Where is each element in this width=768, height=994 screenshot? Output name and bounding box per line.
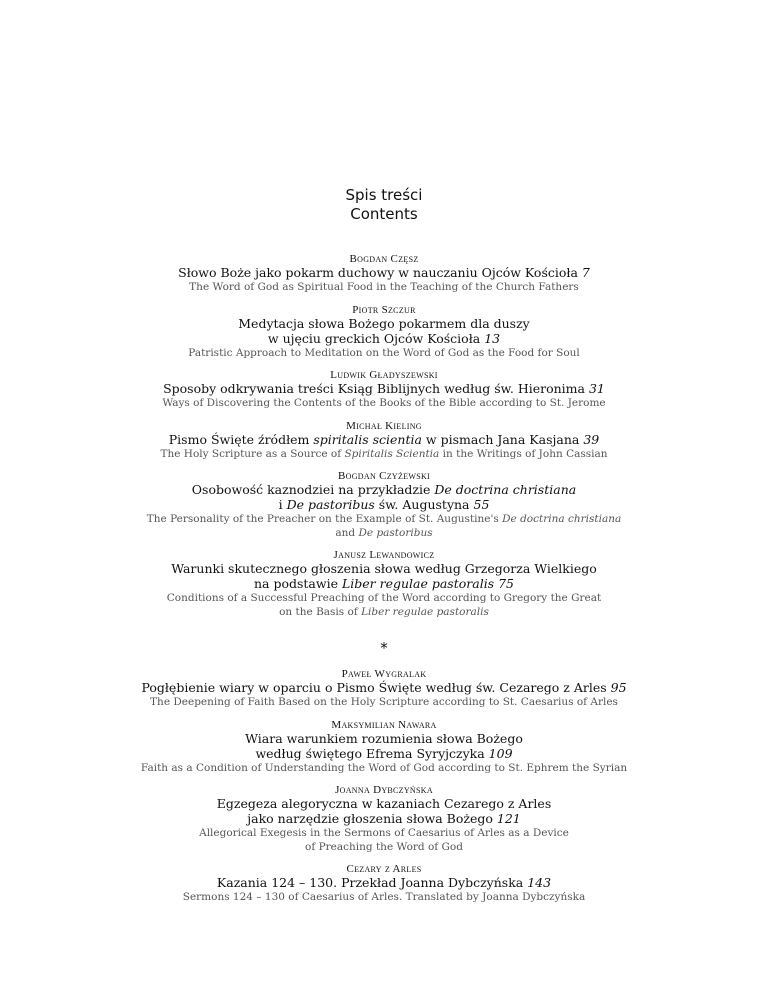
contents-heading	[0, 186, 768, 224]
line-text: według świętego Efrema Syryjczyka	[255, 745, 485, 761]
line-text: The Deepening of Faith Based on the Holy Scripture according to St. Caesarius of Arles	[150, 696, 618, 708]
line-text: jako narzędzie głoszenia słowa Bożego	[247, 811, 493, 826]
table-of-contents	[0, 253, 768, 914]
entry-english-title-line	[0, 891, 768, 904]
entry-english-title-line	[0, 281, 768, 294]
entry-english-title-line	[0, 347, 768, 360]
toc-entry	[0, 719, 768, 775]
entry-english-title-line	[0, 827, 768, 840]
entry-author: Piotr Szczur	[352, 303, 416, 316]
line-text: Allegorical Exegesis in the Sermons of Caesarius of Arles as a Device	[199, 827, 569, 839]
entry-english-title-line	[0, 397, 768, 410]
entry-title-line	[0, 265, 768, 280]
toc-entry	[0, 863, 768, 904]
line-text: Kazania 124 – 130. Przekład Joanna Dybczyńska	[216, 875, 524, 890]
entry-english-title-line	[0, 606, 768, 619]
page-number: 109	[488, 745, 513, 761]
line-text: w pismach Jana Kasjana	[421, 431, 580, 447]
entry-title-line	[0, 796, 768, 811]
line-text: Wiara warunkiem rozumienia słowa Bożego	[245, 730, 523, 746]
page-number: 55	[473, 497, 490, 512]
entry-title-line	[0, 731, 768, 746]
line-text: The Holy Scripture as a Source of	[160, 447, 345, 460]
entry-english-title-line	[0, 592, 768, 605]
entry-author: Ludwik Gładyszewski	[330, 369, 438, 381]
page-number: 13	[484, 330, 501, 346]
line-text: Warunki skutecznego głoszenia słowa według Grzegorza Wielkiego	[171, 561, 597, 576]
entry-author: Joanna Dybczyńska	[335, 784, 433, 796]
entry-title-line	[0, 875, 768, 890]
entry-english-title-line	[0, 527, 768, 540]
line-text: on the Basis of	[279, 605, 362, 618]
line-text: św. Augustyna	[374, 497, 470, 512]
page-number: 7	[581, 265, 590, 280]
entry-english-title-line	[0, 762, 768, 775]
italic-latin-title: De pastoribus	[286, 497, 375, 512]
entry-author: Cezary z Arles	[346, 863, 422, 875]
line-text: Ways of Discovering the Contents of the Books of the Bible according to St. Jerome	[162, 397, 606, 409]
heading-english: Contents	[350, 205, 418, 223]
italic-latin-title: Liber regulae pastoralis	[361, 605, 489, 618]
toc-entry	[0, 253, 768, 294]
toc-entry	[0, 369, 768, 410]
entry-english-title-line	[0, 841, 768, 854]
page-number: 75	[498, 576, 514, 591]
heading-polish: Spis treści	[345, 186, 423, 204]
entry-author: Michał Kieling	[346, 419, 422, 432]
entry-author: Bogdan Częsz	[349, 253, 419, 265]
toc-entry	[0, 784, 768, 853]
toc-entry	[0, 304, 768, 360]
entry-english-title-line	[0, 448, 768, 461]
line-text: Medytacja słowa Bożego pokarmem dla duszy	[238, 315, 530, 331]
line-text: The Personality of the Preacher on the Example of St. Augustine's	[146, 513, 503, 525]
entry-author: Bogdan Czyżewski	[338, 470, 430, 482]
page-number: 39	[583, 431, 600, 447]
line-text: Conditions of a Successful Preaching of the Word according to Gregory the Great	[166, 592, 602, 604]
toc-entry	[0, 420, 768, 461]
entry-title-line	[0, 316, 768, 331]
entry-title-line	[0, 432, 768, 447]
line-text: Patristic Approach to Meditation on the Word of God as the Food for Soul	[188, 346, 580, 359]
entry-title-line	[0, 680, 768, 695]
page-number: 121	[496, 811, 521, 826]
line-text: Pogłębienie wiary w oparciu o Pismo Święte według św. Cezarego z Arles	[141, 680, 607, 695]
entry-title-line	[0, 381, 768, 396]
entry-title-line	[0, 811, 768, 826]
line-text: na podstawie	[253, 576, 342, 591]
entry-author: Janusz Lewandowicz	[333, 549, 435, 561]
line-text: w ujęciu greckich Ojców Kościoła	[267, 330, 481, 346]
line-text: and	[335, 526, 359, 539]
line-text: in the Writings of John Cassian	[439, 447, 608, 460]
page-number: 31	[588, 381, 605, 396]
toc-entry	[0, 668, 768, 709]
line-text: i	[278, 497, 287, 512]
line-text: Sposoby odkrywania treści Ksiąg Biblijnych według św. Hieronima	[163, 381, 585, 396]
entry-title-line	[0, 561, 768, 576]
toc-entry	[0, 470, 768, 539]
italic-latin-title: Spiritalis Scientia	[344, 447, 440, 460]
italic-latin-title: Liber regulae pastoralis	[341, 576, 495, 591]
line-text: of Preaching the Word of God	[305, 840, 463, 853]
italic-latin-title: De doctrina christiana	[502, 513, 622, 525]
toc-entry	[0, 549, 768, 618]
line-text: Słowo Boże jako pokarm duchowy w nauczaniu Ojców Kościoła	[178, 265, 578, 280]
italic-latin-title: De pastoribus	[358, 526, 433, 539]
line-text: Faith as a Condition of Understanding the Word of God according to St. Ephrem the Syrian	[140, 761, 628, 774]
entry-author: Paweł Wygralak	[341, 668, 427, 680]
entry-title-line	[0, 331, 768, 346]
page-number: 95	[610, 680, 627, 695]
line-text: Sermons 124 – 130 of Caesarius of Arles. Translated by Joanna Dybczyńska	[182, 891, 586, 903]
line-text: Osobowość kaznodziei na przykładzie	[191, 482, 435, 497]
entry-title-line	[0, 576, 768, 591]
line-text: The Word of God as Spiritual Food in the Teaching of the Church Fathers	[189, 281, 579, 293]
entry-title-line	[0, 497, 768, 512]
page-number: 143	[527, 875, 552, 890]
entry-english-title-line	[0, 513, 768, 526]
entry-english-title-line	[0, 696, 768, 709]
entry-title-line	[0, 746, 768, 761]
italic-latin-title: De doctrina christiana	[434, 482, 577, 497]
line-text: Egzegeza alegoryczna w kazaniach Cezarego z Arles	[216, 796, 552, 811]
entry-title-line	[0, 482, 768, 497]
line-text: Pismo Święte źródłem	[168, 431, 314, 447]
italic-latin-title: spiritalis scientia	[313, 431, 422, 447]
section-separator: *	[380, 639, 388, 657]
entry-author: Maksymilian Nawara	[331, 718, 437, 731]
